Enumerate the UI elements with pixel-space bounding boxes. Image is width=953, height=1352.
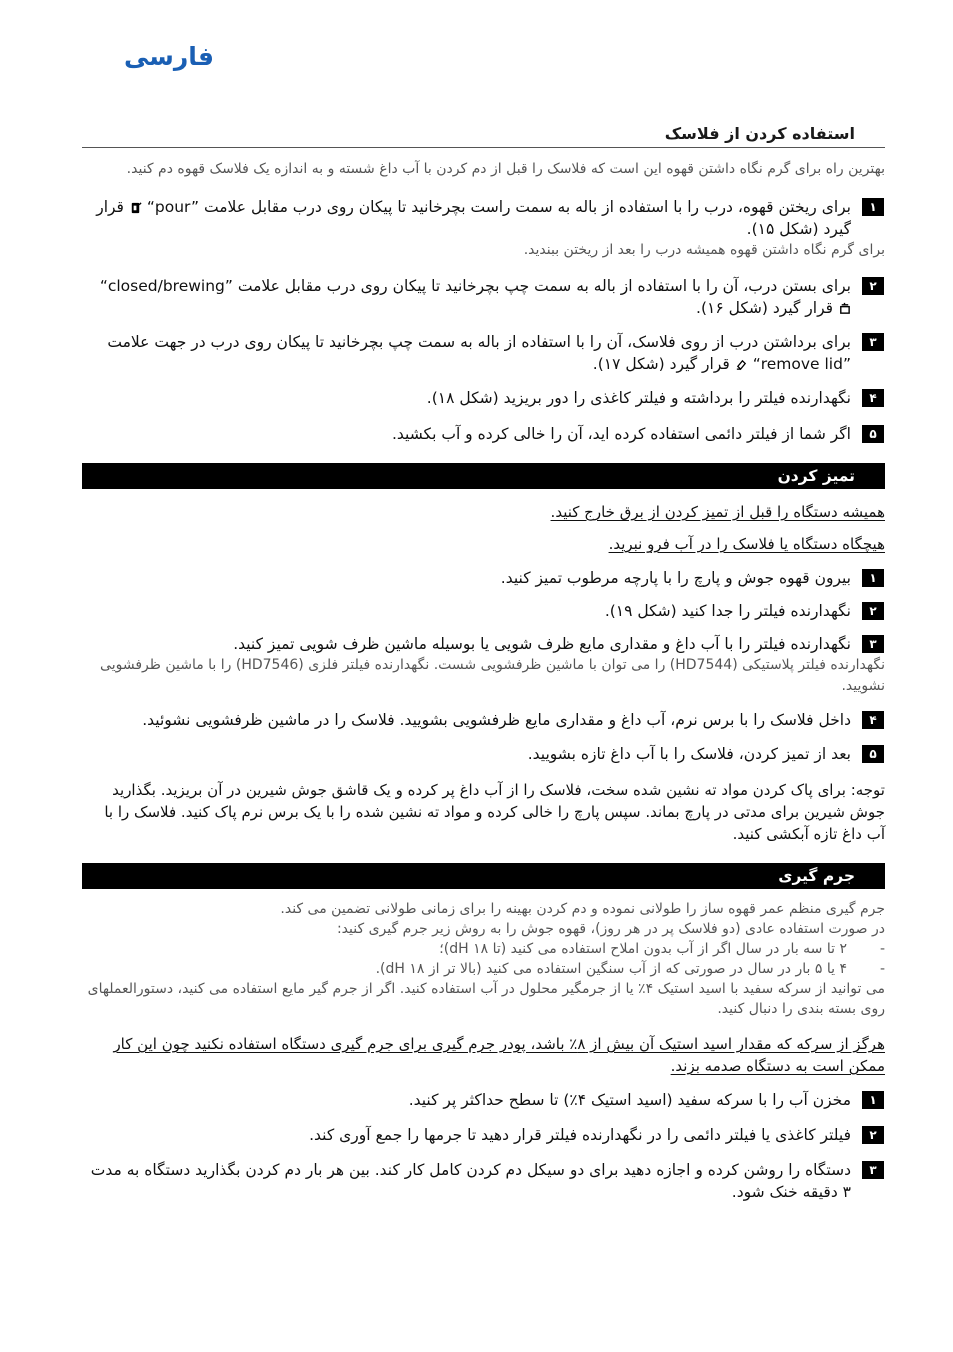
descaling-list-item bbox=[82, 939, 885, 959]
descaling-vinegar-info: می توانید از سرکه سفید با اسید استیک ۴٪ یا از جرمگیر محلول در آب استفاده کنید. اگر از جرم گیر مایع استفاده می کنید، دستورالعملهای روی بسته بندی را دنبال کنید. bbox=[87, 981, 885, 1017]
cleaning-step-1 bbox=[82, 567, 885, 589]
step-text: برای بستن درب، آن را با استفاده از باله به سمت چپ بچرخانید تا پیکان روی درب مقابل علامت bbox=[232, 277, 851, 295]
pour-label: “pour” bbox=[146, 198, 200, 216]
step-text: قرار گیرد (شکل ۱۵). bbox=[96, 198, 851, 238]
step-number: ۲ bbox=[862, 1126, 884, 1144]
step-text: داخل فلاسک را با برس نرم، آب داغ و مقداری مایع ظرفشویی بشویید. فلاسک را در ماشین ظرفشویی نشوئید. bbox=[142, 711, 851, 729]
step-number: ۵ bbox=[862, 745, 884, 763]
step-number: ۳ bbox=[862, 1161, 884, 1179]
flask-step-1 bbox=[82, 196, 885, 240]
flask-step-5 bbox=[82, 423, 885, 445]
cleaning-warning-2: هیچگاه دستگاه یا فلاسک را در آب فرو نبرید. bbox=[608, 535, 885, 553]
step-number: ۱ bbox=[862, 1091, 884, 1109]
step-number: ۴ bbox=[862, 711, 884, 729]
list-dash: - bbox=[879, 941, 885, 957]
cleaning-step-3 bbox=[82, 633, 885, 655]
descaling-step-2 bbox=[82, 1124, 885, 1146]
flask-step-2 bbox=[82, 275, 885, 319]
step-text: قرار گیرد (شکل ۱۶). bbox=[696, 299, 834, 317]
descaling-list-item bbox=[82, 959, 885, 979]
step-text: برای برداشتن درب از روی فلاسک، آن را با استفاده از باله به سمت چپ بچرخانید تا پیکان روی درب در جهت علامت bbox=[107, 333, 851, 351]
step-text: فیلتر کاغذی یا فیلتر دائمی را در نگهدارنده فیلتر قرار دهید تا جرمها را جمع آوری کند. bbox=[309, 1126, 851, 1144]
step-text: بیرون قهوه جوش و پارچ را با پارچه مرطوب تمیز کنید. bbox=[500, 569, 851, 587]
section-heading-flask: استفاده کردن از فلاسک bbox=[82, 124, 885, 148]
cleaning-warning-1: همیشه دستگاه را قبل از تمیز کردن از برق خارج کنید. bbox=[550, 503, 885, 521]
list-item-text: ۴ یا ۵ بار در سال در صورتی که از آب سنگین استفاده می کنید (بالا تر از ۱۸ dH). bbox=[375, 961, 847, 977]
remove-lid-label: “remove lid” bbox=[752, 355, 851, 373]
step-text: نگهدارنده فیلتر را برداشته و فیلتر کاغذی را دور بریزید (شکل ۱۸). bbox=[426, 389, 851, 407]
descaling-intro-2: در صورت استفاده عادی (دو فلاسک پر در هر روز)، قهوه جوش را به روش زیر جرم گیری کنید: bbox=[336, 921, 885, 937]
cleaning-note: توجه: برای پاک کردن مواد ته نشین شده سخت، فلاسک را از آب داغ پر کرده و یک قاشق جوش شیرین در آن بریزید. بگذارید جوش شیرین برای مدتی در پارچ بماند. سپس پارچ را خالی کرده و مواد ته نشین شده را با یک برس نرم پاک کنید. فلاسک را با آب داغ تازه آبکشی کنید. bbox=[104, 781, 885, 843]
step-number: ۴ bbox=[862, 389, 884, 407]
descaling-warning: هرگز از سرکه که مقدار اسید استیک آن بیش از ۸٪ باشد، پودر جرم گیری برای جرم گیری دستگاه استفاده نکنید چون این کار ممکن است به دستگاه صدمه بزند. bbox=[113, 1035, 885, 1075]
remove-lid-icon bbox=[735, 358, 748, 371]
language-title: فارسی bbox=[124, 42, 215, 71]
step-number: ۳ bbox=[862, 635, 884, 653]
cleaning-step-2 bbox=[82, 600, 885, 622]
step-text: اگر شما از فیلتر دائمی استفاده کرده اید، آن را خالی کرده و آب بکشید. bbox=[391, 425, 851, 443]
page-content bbox=[82, 124, 885, 1203]
step-number: ۳ bbox=[862, 333, 884, 351]
step-number: ۲ bbox=[862, 277, 884, 295]
step-number: ۲ bbox=[862, 602, 884, 620]
cleaning-step-5 bbox=[82, 743, 885, 765]
section-heading-descaling: جرم گیری bbox=[82, 863, 885, 889]
list-item-text: ۲ تا سه بار در سال اگر از آب بدون املاح استفاده می کنید (تا ۱۸ dH)؛ bbox=[439, 941, 847, 957]
descaling-step-3 bbox=[82, 1159, 885, 1203]
flask-step-3 bbox=[82, 331, 885, 375]
list-dash: - bbox=[879, 961, 885, 977]
closed-brewing-label: “closed/brewing” bbox=[99, 277, 233, 295]
closed-brewing-icon bbox=[838, 302, 851, 315]
flask-step-1-note: برای گرم نگاه داشتن قهوه همیشه درب را بعد از ریختن ببندید. bbox=[523, 242, 885, 258]
step-number: ۵ bbox=[862, 425, 884, 443]
descaling-step-1 bbox=[82, 1089, 885, 1111]
cleaning-step-4 bbox=[82, 709, 885, 731]
flask-intro: بهترین راه برای گرم نگاه داشتن قهوه این است که فلاسک را قبل از دم کردن با آب داغ شسته و به اندازه یک فلاسک قهوه دم کنید. bbox=[126, 161, 885, 177]
step-text: دستگاه را روشن کرده و اجازه دهید برای دو سیکل دم کردن کامل کار کند. بین هر بار دم کردن بگذارید دستگاه به مدت ۳ دقیقه خنک شود. bbox=[90, 1161, 851, 1201]
step-number: ۱ bbox=[862, 198, 884, 216]
flask-step-4 bbox=[82, 387, 885, 409]
step-text: بعد از تمیز کردن، فلاسک را با آب داغ تازه بشویید. bbox=[527, 745, 851, 763]
step-text: مخزن آب را با سرکه سفید (اسید استیک ۴٪) تا سطح حداکثر پر کنید. bbox=[408, 1091, 851, 1109]
step-text: نگهدارنده فیلتر را جدا کنید (شکل ۱۹). bbox=[604, 602, 851, 620]
cleaning-step-3-note: نگهدارنده فیلتر پلاستیکی (HD7544) را می توان با ماشین ظرفشویی شست. نگهدارنده فیلتر فلزی (HD7546) را با ماشین ظرفشویی نشویید. bbox=[100, 657, 885, 694]
step-number: ۱ bbox=[862, 569, 884, 587]
step-text: نگهدارنده فیلتر را با آب داغ و مقداری مایع ظرف شویی یا بوسیله ماشین ظرف شویی تمیز کنید. bbox=[233, 635, 851, 653]
pour-icon bbox=[129, 201, 142, 214]
descaling-intro-1: جرم گیری منظم عمر قهوه ساز را طولانی نموده و دم کردن بهینه را برای زمانی طولانی تضمین می کند. bbox=[280, 901, 885, 917]
step-text: برای ریختن قهوه، درب را با استفاده از باله به سمت راست بچرخانید تا پیکان روی درب مقابل علامت bbox=[199, 198, 851, 216]
step-text: قرار گیرد (شکل ۱۷). bbox=[592, 355, 730, 373]
section-heading-cleaning: تمیز کردن bbox=[82, 463, 885, 489]
